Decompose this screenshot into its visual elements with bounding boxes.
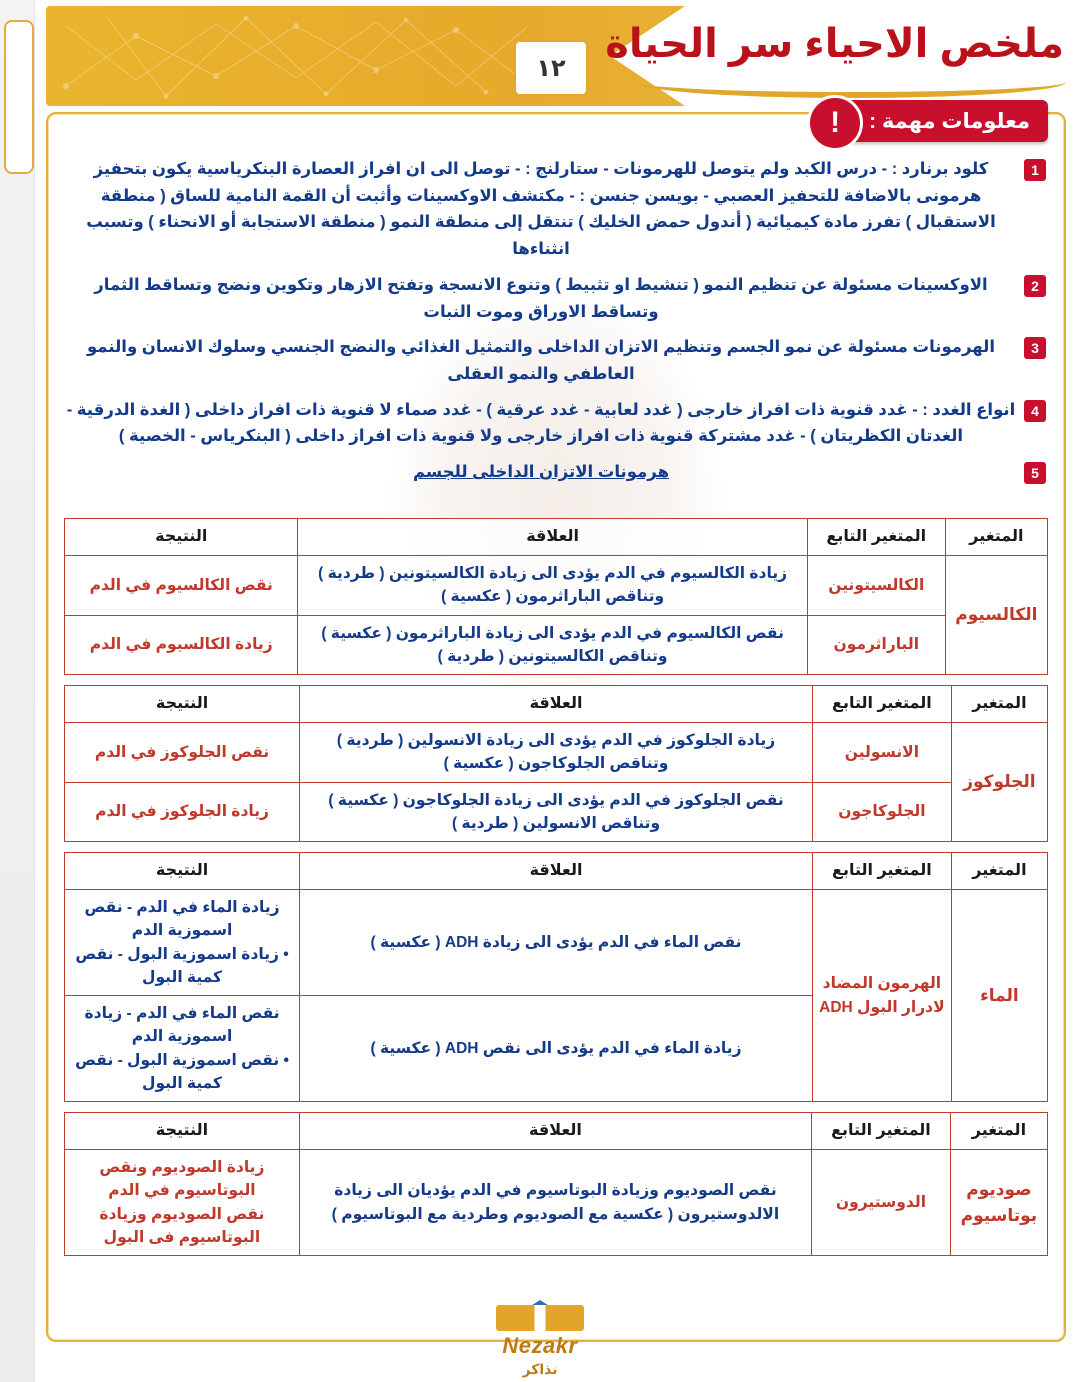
table-header-row [65,853,1048,890]
cell-dependent: الانسولين [812,723,951,783]
table-water [64,852,1048,1102]
cell-result: زيادة الجلوكوز في الدم [65,782,300,842]
cell-relation: زيادة الكالسيوم في الدم يؤدى الى زيادة الكالسيتونين ( طردية ) وتناقص الباراثرمون ( عكسية ) [298,556,807,616]
cell-result: نقص الكالسيوم في الدم [65,556,298,616]
notes-list [66,156,1046,495]
col-dependent: المتغير التابع [812,1113,951,1150]
open-book-icon [496,1305,584,1331]
table-row [65,556,1048,616]
col-variable: المتغير [951,853,1047,890]
note-item [66,397,1046,450]
cell-relation: نقص الجلوكوز في الدم يؤدى الى زيادة الجلوكاجون ( عكسية ) وتناقص الانسولين ( طردية ) [300,782,813,842]
footer-logo [0,1300,1080,1378]
cell-relation: نقص الكالسيوم في الدم يؤدى الى زيادة الباراثرمون ( عكسية ) وتناقص الكالسيتونين ( طردية ) [298,615,807,675]
note-text: الهرمونات مسئولة عن نمو الجسم وتنظيم الاتزان الداخلى والتمثيل الغذائي والنضج الجنسي وسلوك الانسان والنمو العاطفي والنمو العقلى [86,338,996,384]
brand-name-arabic: نذاكر [522,1361,558,1377]
col-relation: العلاقة [299,1113,811,1150]
table-row [65,1150,1048,1256]
table-row [65,723,1048,783]
cell-result [65,1150,300,1256]
cell-variable: الماء [951,890,1047,1102]
page-side-tab [4,20,34,174]
col-variable: المتغير [950,1113,1047,1150]
cell-variable: صوديوم بوتاسيوم [950,1150,1047,1256]
table-row [65,615,1048,675]
table-row [65,782,1048,842]
cell-dependent: الباراثرمون [807,615,945,675]
cell-relation: نقص الصوديوم وزيادة البوتاسيوم في الدم يؤديان الى زيادة الالدوستيرون ( عكسية مع الصوديوم وطردية مع البوتاسيوم ) [299,1150,811,1256]
hormone-tables [64,518,1048,1266]
table-header-row [65,686,1048,723]
col-dependent: المتغير التابع [812,853,951,890]
col-variable: المتغير [951,686,1047,723]
exclamation-icon: ! [807,95,863,151]
cell-dependent: الهرمون المضاد لادرار البول ADH [812,890,951,1102]
content-card [46,106,1066,1342]
important-info-ribbon [823,100,1048,142]
header-banner [46,6,1080,106]
col-result: النتيجة [65,519,298,556]
cell-result [65,996,300,1102]
note-item [66,459,1046,486]
note-item [66,156,1046,263]
note-number: 5 [1024,462,1046,484]
important-info-label: معلومات مهمة : [869,109,1030,133]
result-line: زيادة الماء في الدم - نقص اسموزية الدم [84,899,280,940]
note-text: انواع الغدد : - غدد قنوية ذات افراز خارجى ( غدد لعابية - غدد عرقية ) - غدد صماء لا قنوية ذات افراز داخلى ( الغدة الدرقية - الغدتان الكظريتان ) - غدد مشتركة قنوية ذات افراز خارجى ولا قنوية ذات افراز داخلى ( البنكرياس - الخصية ) [66,400,1016,446]
table-sodium-potassium [64,1112,1048,1256]
cell-relation: زيادة الماء في الدم يؤدى الى نقص ADH ( عكسية ) [300,996,813,1102]
table-header-row [65,519,1048,556]
col-relation: العلاقة [300,853,813,890]
banner-swoosh-decoration [636,66,1066,98]
cell-variable: الجلوكوز [951,723,1047,842]
col-result: النتيجة [65,853,300,890]
note-number: 3 [1024,337,1046,359]
page-number-badge: ١٢ [514,40,588,96]
note-text: الاوكسينات مسئولة عن تنظيم النمو ( تنشيط او تثبيط ) وتنوع الانسجة وتفتح الازهار وتكوين ونضج وتساقط الثمار وتساقط الاوراق وموت النبات [94,275,988,321]
result-line: • زيادة اسموزية البول - نقص كمية البول [75,945,289,986]
table-calcium [64,518,1048,675]
result-line: • نقص اسموزية البول - نقص كمية البول [75,1051,289,1092]
result-line: نقص الماء في الدم - زيادة اسموزية الدم [84,1005,280,1046]
cell-result: زيادة الكالسيوم في الدم [65,615,298,675]
graduation-book-icon [496,1300,584,1331]
col-variable: المتغير [945,519,1047,556]
result-line: نقص الصوديوم وزيادة البوتاسيوم فى البول [99,1205,265,1246]
cell-variable: الكالسيوم [945,556,1047,675]
note-number: 1 [1024,159,1046,181]
cell-result: نقص الجلوكوز في الدم [65,723,300,783]
col-dependent: المتغير التابع [812,686,951,723]
col-dependent: المتغير التابع [807,519,945,556]
cell-relation: زيادة الجلوكوز في الدم يؤدى الى زيادة الانسولين ( طردية ) وتناقص الجلوكاجون ( عكسية ) [300,723,813,783]
page-left-strip [0,0,35,1382]
note-item [66,334,1046,387]
note-item [66,272,1046,325]
cell-relation: نقص الماء في الدم يؤدى الى زيادة ADH ( عكسية ) [300,890,813,996]
cell-dependent: الدوستيرون [812,1150,951,1256]
note-number: 4 [1024,400,1046,422]
table-row [65,890,1048,996]
col-relation: العلاقة [300,686,813,723]
cell-dependent: الجلوكاجون [812,782,951,842]
result-line: زيادة الصوديوم ونقص البوتاسيوم في الدم [99,1159,265,1200]
note-text: كلود برنارد : - درس الكبد ولم يتوصل للهرمونات - ستارلنج : - توصل الى ان افراز العصارة البنكرياسية يكون بتحفيز هرمونى بالاضافة للتحفيز العصبي - بويسن جنسن : - مكتشف الاوكسينات وأثبت أن القمة النامية للساق ( منطقة الاستقبال ) تفرز مادة كيميائية ( أندول حمض الخليك ) تنتقل إلى منطقة النمو ( منطقة الاستجابة أو الانحناء ) وتسبب انثناءها [86,160,996,259]
note-number: 2 [1024,275,1046,297]
note-text: هرمونات الاتزان الداخلى للجسم [412,463,670,482]
cell-dependent: الكالسيتونين [807,556,945,616]
col-relation: العلاقة [298,519,807,556]
table-header-row [65,1113,1048,1150]
col-result: النتيجة [65,1113,300,1150]
brand-name: Nezakr [502,1333,578,1358]
col-result: النتيجة [65,686,300,723]
page-title: ملخص الاحياء سر الحياة [605,22,1064,66]
cell-result [65,890,300,996]
table-glucose [64,685,1048,842]
